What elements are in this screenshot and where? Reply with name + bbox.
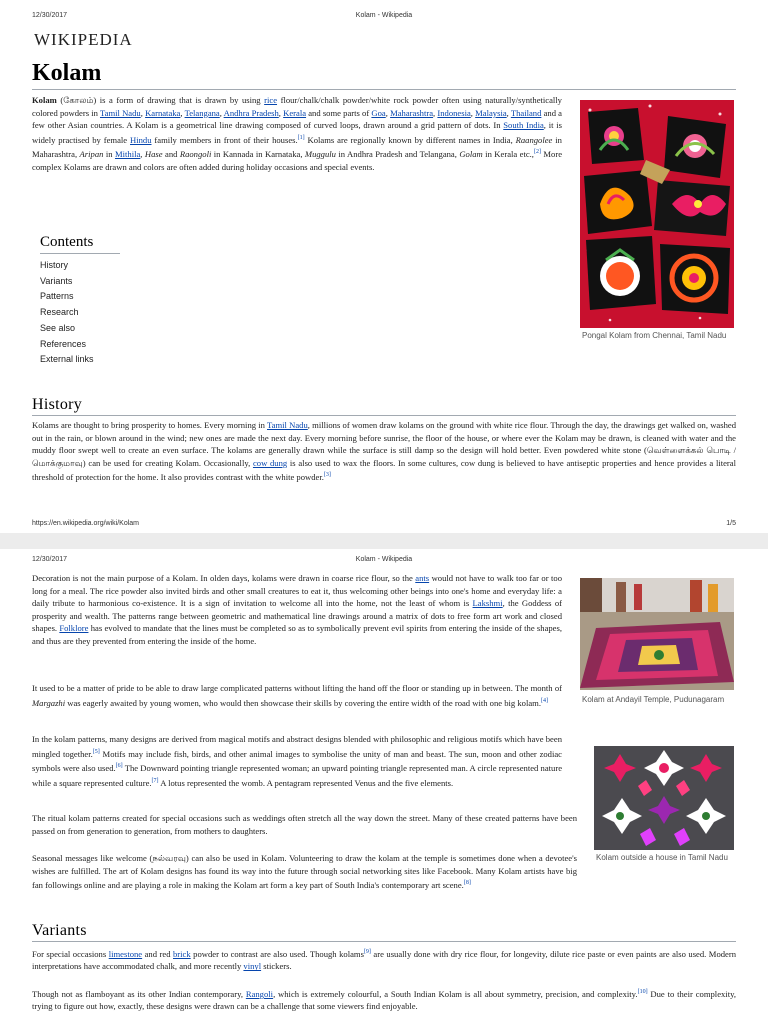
body-text: would not have to walk too far or too long for a meal. The rice powder also invited birds and other small creatures to eat it, thus welcoming other beings into one's home and everyday life: a daily tribute to harmonious co-existence. It is a sign of invitation to welcome all into the home, not the least of whom is <box>32 573 563 609</box>
intro-text: , <box>140 107 146 118</box>
body-text: was eagerly awaited by young women, who would then showcase their skills by covering the entire width of the road with one big kolam. <box>65 697 541 708</box>
link-limestone[interactable]: limestone <box>108 948 143 959</box>
history-text: is also used to wax the floors. In some cultures, cow dung is believed to have antiseptic properties and hence provides a literal threshold of protection for the home. It also provides contrast with the white powder. <box>32 457 736 483</box>
link-karnataka[interactable]: Karnataka <box>145 107 181 118</box>
history-rule <box>32 415 736 416</box>
page2-header-title: Kolam - Wikipedia <box>355 556 413 563</box>
variants-paragraph-1 <box>32 946 736 973</box>
body-text: A lotus represented the womb. A pentagram represented Venus and the five elements. <box>158 777 454 788</box>
ritual-paragraph: The ritual kolam patterns created for special occasions such as weddings often stretch all the way down the street. Many of these created patterns have been passed on from generation to generation, from mothers to daughters. <box>32 813 577 836</box>
citation-6[interactable]: [6] <box>115 763 123 770</box>
intro-text: family members in front of their houses. <box>151 134 298 145</box>
house-kolam-image[interactable] <box>594 746 734 850</box>
intro-text: , <box>140 149 145 160</box>
intro-italic: Hase <box>144 149 163 160</box>
title-rule <box>32 89 736 90</box>
andayil-temple-illustration <box>580 578 734 690</box>
house-kolam-illustration <box>594 746 734 850</box>
intro-text: in <box>103 149 115 160</box>
toc-item-variants[interactable]: Variants <box>40 275 73 286</box>
intro-paragraph <box>32 94 562 173</box>
body-text: are usually done with dry rice flour, for longevity, dilute rice paste or even paints are also used. Modern interpretations have accommodated chalk, and more recently <box>32 948 737 972</box>
link-maharashtra[interactable]: Maharashtra <box>390 107 434 118</box>
link-rangoli[interactable]: Rangoli <box>245 988 274 999</box>
link-tamil-nadu[interactable]: Tamil Nadu <box>99 107 141 118</box>
intro-text: and <box>162 149 180 160</box>
link-brick[interactable]: brick <box>173 948 191 959</box>
page-header-date: 12/30/2017 <box>32 12 68 19</box>
contents-title: Contents <box>40 234 120 254</box>
link-malaysia[interactable]: Malaysia <box>475 107 507 118</box>
history-paragraph <box>32 419 736 484</box>
citation-7[interactable]: [7] <box>151 777 159 784</box>
contents-list <box>40 258 120 368</box>
link-lakshmi[interactable]: Lakshmi <box>472 598 503 609</box>
intro-italic: Muggulu <box>304 149 336 160</box>
pongal-kolam-image[interactable] <box>580 100 734 328</box>
motifs-paragraph <box>32 733 562 789</box>
citation-5[interactable]: [5] <box>92 748 100 755</box>
history-text: , millions of women draw kolams on the ground with white rice flour. Through the day, the drawings get walked on, washed out in the rain, or blown around in the wind; new ones are made the next day. Every morning before sunrise, the floor of the house, or where ever the Kolam may be drawn, is cleaned with water and the muddy floor swept well to create an even surface. The kolams are generally drawn while the surface is still damp so the design will hold better. Even powdered white stone (வெள்ளைக்கல் பொடி / மொக்குமாவு) can be used for creating Kolam. Occasionally, <box>32 420 736 468</box>
body-text: has evolved to mandate that the lines must be completed so as to symbolically prevent evil spirits from entering the inside of the shapes, and thus are they prevented from entering the inside of the home. <box>32 623 562 646</box>
link-goa[interactable]: Goa <box>371 107 386 118</box>
link-andhra-pradesh[interactable]: Andhra Pradesh <box>223 107 279 118</box>
link-south-india[interactable]: South India <box>503 120 544 131</box>
body-text: Though not as flamboyant as its other Indian contemporary, <box>32 988 246 999</box>
intro-text: , <box>278 107 284 118</box>
intro-text: in Andhra Pradesh and Telangana, <box>335 149 460 160</box>
intro-text: and a few other Asian countries. A Kolam is a geometrical line drawing composed of curved loops, drawn around a grid pattern of dots. In <box>32 107 562 131</box>
intro-italic: Aripan <box>79 149 104 160</box>
page-footer-url: https://en.wikipedia.org/wiki/Kolam <box>32 520 139 527</box>
body-text: It used to be a matter of pride to be able to draw large complicated patterns without lifting the hand off the floor or standing up in between. The month of <box>32 683 562 693</box>
image-caption-pongal: Pongal Kolam from Chennai, Tamil Nadu <box>582 331 727 340</box>
toc-item-references[interactable]: References <box>40 338 87 349</box>
intro-text: , <box>385 107 391 118</box>
body-text: powder to contrast are also used. Though kolams <box>190 948 364 959</box>
wikipedia-wordmark[interactable]: WIKIPEDIA <box>34 30 133 49</box>
toc-item-research[interactable]: Research <box>40 307 79 318</box>
article-title-block <box>32 58 736 90</box>
intro-text: , <box>219 107 224 118</box>
link-hindu[interactable]: Hindu <box>130 134 152 145</box>
decoration-paragraph <box>32 572 562 648</box>
link-rice[interactable]: rice <box>264 95 278 105</box>
intro-text: in Kannada in Karnataka, <box>211 149 305 160</box>
intro-bold-term: Kolam <box>32 95 57 105</box>
andayil-temple-kolam-image[interactable] <box>580 578 734 690</box>
body-text: Decoration is not the main purpose of a Kolam. In olden days, kolams were drawn in coarse rice flour, so the <box>32 573 416 583</box>
table-of-contents <box>40 234 120 368</box>
body-text: , which is extremely colourful, a South Indian Kolam is all about symmetry, precision, and complexity. <box>273 988 638 999</box>
toc-item-patterns[interactable]: Patterns <box>40 291 74 302</box>
citation-4[interactable]: [4] <box>541 697 548 704</box>
citation-8[interactable]: [8] <box>463 880 471 887</box>
history-text: Kolams are thought to bring prosperity to homes. Every morning in <box>32 420 268 430</box>
variants-paragraph-2 <box>32 986 736 1013</box>
variants-heading: Variants <box>32 922 87 939</box>
page2-header-date: 12/30/2017 <box>32 556 68 563</box>
pride-paragraph <box>32 682 562 709</box>
page-footer-number: 1/5 <box>726 520 736 527</box>
link-folklore[interactable]: Folklore <box>59 623 89 634</box>
intro-text: , <box>433 107 438 118</box>
body-text: Seasonal messages like welcome (நல்வரவு) can also be used in Kolam. Volunteering to draw the kolam at the temple is sometimes done when a devotee's wishes are fulfilled. The art of Kolam designs has found its way into the future through social networking sites like Facebook. Many Kolam artists have big fan followings online and are playing a role in making the Kolam art form a key part of South India's contemporary art scene. <box>32 853 577 891</box>
intro-text: , <box>470 107 476 118</box>
intro-italic: Raangolee <box>515 134 553 145</box>
citation-10[interactable]: [10] <box>637 989 648 995</box>
intro-text: More complex Kolams are drawn and colors are often added during holiday occasions and special events. <box>32 149 563 172</box>
intro-text: in Kerala etc., <box>482 149 534 160</box>
image-caption-andayil: Kolam at Andayil Temple, Pudunagaram <box>582 695 725 704</box>
intro-text: in Maharashtra, <box>32 134 562 160</box>
intro-text: , <box>180 107 185 118</box>
pongal-kolam-illustration <box>580 100 734 328</box>
body-text: The Downward pointing triangle represented woman; an upward pointing triangle represented man. A circle represented nature while a square represented culture. <box>32 762 563 788</box>
toc-item-see-also[interactable]: See also <box>40 322 76 333</box>
link-ants[interactable]: ants <box>415 573 430 583</box>
page-header-title: Kolam - Wikipedia <box>355 12 413 19</box>
image-caption-house: Kolam outside a house in Tamil Nadu <box>596 853 728 862</box>
intro-italic: Raongoli <box>179 149 212 160</box>
body-text: and red <box>142 948 173 959</box>
variants-rule <box>32 941 736 942</box>
body-text: In the kolam patterns, many designs are derived from magical motifs and abstract designs blended with philosophic and religious motifs which have been mingled together. <box>32 734 562 759</box>
citation-9[interactable]: [9] <box>363 949 371 955</box>
body-italic: Margazhi <box>32 697 66 708</box>
link-telangana[interactable]: Telangana <box>184 107 220 118</box>
toc-item-history[interactable]: History <box>40 260 69 270</box>
body-text: Motifs may include fish, birds, and other animal images to symbolise the unity of man and beast. The sun, moon and other zodiac symbols were also used. <box>32 748 562 773</box>
intro-italic: Golam <box>459 149 483 160</box>
link-tamil-nadu-history[interactable]: Tamil Nadu <box>267 420 308 430</box>
link-cow-dung[interactable]: cow dung <box>252 457 288 468</box>
link-mithila[interactable]: Mithila <box>114 149 141 160</box>
citation-3[interactable]: [3] <box>323 472 331 479</box>
link-thailand[interactable]: Thailand <box>510 107 542 118</box>
link-kerala[interactable]: Kerala <box>283 107 307 118</box>
intro-text: Kolams are regionally known by different names in India, <box>304 134 516 145</box>
intro-text: and some parts of <box>306 107 372 118</box>
page-separator <box>0 533 768 549</box>
intro-text: , <box>506 107 511 118</box>
seasonal-paragraph <box>32 852 577 892</box>
intro-text: (கோலம்) is a form of drawing that is drawn by using <box>56 95 265 105</box>
citation-1[interactable]: [1] <box>297 134 305 141</box>
body-text: Due to their complexity, trying to figure out how, exactly, these designs were drawn can be a challenge that some viewers find enjoyable. <box>32 988 736 1012</box>
body-text: stickers. <box>261 961 292 972</box>
intro-text: flour/chalk/chalk powder/white rock powder often using naturally/synthetically colored powders in <box>32 95 562 118</box>
toc-item-external-links[interactable]: External links <box>40 354 94 365</box>
citation-2[interactable]: [2] <box>533 149 541 156</box>
link-vinyl[interactable]: vinyl <box>243 961 262 972</box>
intro-text: , it is widely practised by female <box>32 120 562 145</box>
body-text: For special occasions <box>32 948 109 959</box>
link-indonesia[interactable]: Indonesia <box>437 107 471 118</box>
history-heading: History <box>32 396 83 413</box>
article-title: Kolam <box>32 60 102 86</box>
body-text: , the Goddess of prosperity and wealth. The patterns range between geometric and mathematical line drawings around a matrix of dots to free form art work and closed shapes. <box>32 598 562 634</box>
